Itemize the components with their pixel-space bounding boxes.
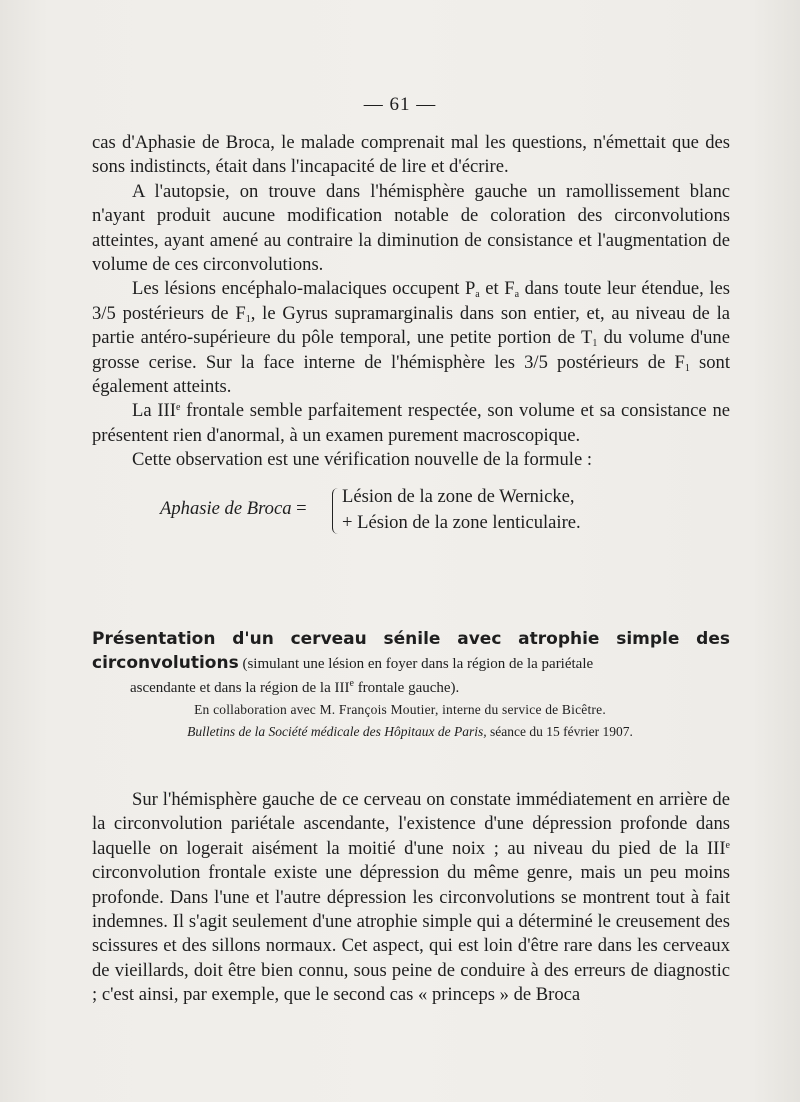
section-heading: [92, 627, 730, 700]
page-number: — 61 —: [363, 94, 437, 115]
formula-lhs: Aphasie de Broca =: [160, 498, 307, 519]
collaboration-note: En collaboration avec M. François Moutier, interne du service de Bicêtre.: [194, 702, 606, 717]
paragraph-lesions: Les lésions encéphalo-malaciques occupent $P_a$ et $F_a$ dans toute leur étendue, les 3/5 postérieurs de $F_1$, le Gyrus supramarginalis dans son entier, et, au niveau de la partie antéro-supérieure du pôle temporal, une petite portion de $T_1$ du volume d'une grosse cerise. Sur la face interne de l'hémisphère les 3/5 postérieurs de $F_1$ sont également atteints.: [92, 278, 730, 398]
paragraph: cas d'Aphasie de Broca, le malade comprenait mal les questions, n'émettait que des sons indistincts, était dans l'incapacité de lire et d'écrire.: [92, 132, 730, 178]
bulletin-reference: Bulletins de la Société médicale des Hôpitaux de Paris, séance du 15 février 1907.: [187, 724, 633, 739]
section-title: Présentation d'un cerveau sénile avec atrophie simple des circonvolutions: [92, 629, 730, 673]
formula-brace: [332, 488, 339, 534]
paragraph-observation: Cette observation est une vérification nouvelle de la formule :: [132, 449, 593, 471]
body-paragraph: Sur l'hémisphère gauche de ce cerveau on constate immédiatement en arrière de la circonvolution pariétale ascendante, l'existence d'une dépression profonde dans laquelle on logerait aisément la moitié d'une noix ; au niveau du pied de la IIIe circonvolution frontale existe une dépression du même genre, mais un peu moins profonde. Dans l'une et l'autre dépression les circonvolutions se montrent tout à fait indemnes. Il s'agit seulement d'une atrophie simple qui a déterminé le creusement des scissures et des sillons normaux. Cet aspect, qui est loin d'être rare dans les cerveaux de vieillards, doit être bien connu, sous peine de conduire à des erreurs de diagnostic ; c'est ainsi, par exemple, que le second cas « princeps » de Broca: [92, 789, 730, 1006]
upper-text-block: [92, 131, 730, 473]
formula-line-2: + Lésion de la zone lenticulaire.: [342, 512, 581, 533]
section-subtitle-line2: ascendante et dans la région de la IIIe frontale gauche).: [130, 678, 460, 696]
section-subtitle: (simulant une lésion en foyer dans la région de la pariétale: [238, 656, 594, 672]
paragraph: A l'autopsie, on trouve dans l'hémisphère gauche un ramollissement blanc n'ayant produit aucune modification notable de coloration des circonvolutions atteintes, ayant amené au contraire la diminution de consistance et l'augmentation de volume de ces circonvolutions.: [92, 180, 730, 276]
formula-line-1: Lésion de la zone de Wernicke,: [342, 486, 575, 507]
lower-text-block: [92, 788, 730, 1008]
formula: [160, 482, 720, 542]
paragraph-frontale: La IIIe frontale semble parfaitement respectée, son volume et sa consistance ne présentent rien d'anormal, à un examen purement macroscopique.: [92, 400, 730, 446]
